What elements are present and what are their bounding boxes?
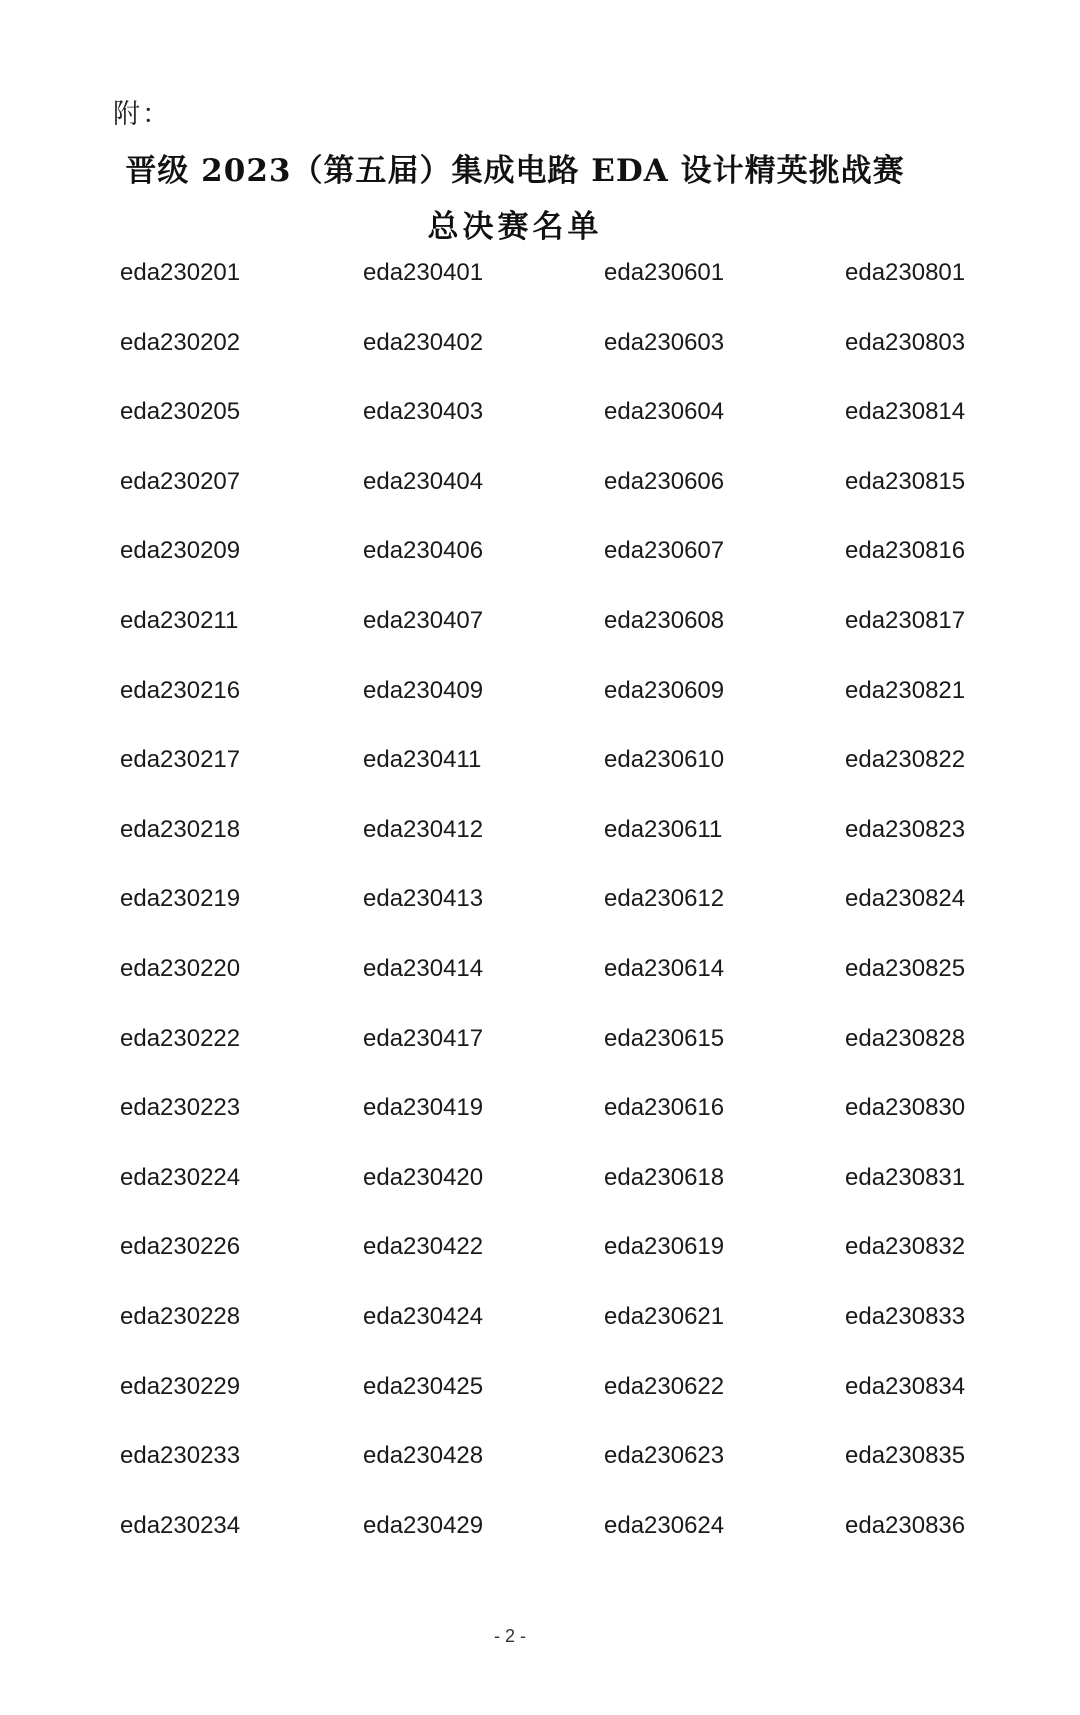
- finalist-id: eda230207: [120, 467, 241, 495]
- finalist-id: eda230222: [120, 1024, 241, 1052]
- finalist-id: eda230419: [363, 1094, 484, 1122]
- finalist-id: eda230209: [120, 537, 241, 565]
- finalist-id: eda230615: [604, 1024, 725, 1052]
- finalist-id-grid: [120, 258, 980, 1580]
- finalist-id: eda230831: [845, 1163, 966, 1191]
- finalist-id: eda230830: [845, 1094, 966, 1122]
- finalist-id: eda230233: [120, 1442, 241, 1470]
- document-title: 晋级 2023（第五届）集成电路 EDA 设计精英挑战赛: [125, 153, 905, 189]
- finalist-id: eda230621: [604, 1302, 725, 1330]
- finalist-id: eda230404: [363, 467, 484, 495]
- finalist-id: eda230401: [363, 259, 484, 286]
- finalist-id: eda230614: [604, 954, 725, 982]
- finalist-id: eda230406: [363, 537, 484, 565]
- finalist-id: eda230832: [845, 1233, 966, 1261]
- finalist-id: eda230226: [120, 1233, 241, 1261]
- finalist-id: eda230611: [604, 815, 723, 843]
- finalist-id: eda230220: [120, 954, 241, 982]
- finalist-id: eda230422: [363, 1233, 484, 1261]
- finalist-id: eda230412: [363, 815, 484, 843]
- finalist-id: eda230211: [120, 606, 239, 634]
- finalist-id: eda230609: [604, 676, 725, 704]
- finalist-id: eda230409: [363, 676, 484, 704]
- attachment-label: 附：: [113, 99, 171, 130]
- finalist-id: eda230623: [604, 1442, 725, 1470]
- finalist-id: eda230429: [363, 1511, 484, 1539]
- finalist-id: eda230411: [363, 746, 482, 774]
- finalist-id: eda230824: [845, 885, 966, 913]
- finalist-id: eda230414: [363, 954, 484, 982]
- document-subtitle: 总决赛名单: [427, 209, 603, 245]
- finalist-id: eda230816: [845, 537, 966, 565]
- finalist-id: eda230217: [120, 746, 241, 774]
- finalist-id: eda230223: [120, 1094, 241, 1122]
- finalist-id: eda230624: [604, 1511, 725, 1539]
- finalist-id: eda230407: [363, 606, 484, 634]
- finalist-id: eda230424: [363, 1302, 484, 1330]
- finalist-id: eda230604: [604, 398, 725, 426]
- finalist-id: eda230428: [363, 1442, 484, 1470]
- finalist-id: eda230822: [845, 746, 966, 774]
- finalist-id: eda230814: [845, 398, 966, 426]
- finalist-id: eda230403: [363, 398, 484, 426]
- finalist-id: eda230801: [845, 259, 966, 286]
- finalist-id: eda230612: [604, 885, 725, 913]
- finalist-id: eda230402: [363, 328, 484, 356]
- finalist-id: eda230835: [845, 1442, 966, 1470]
- finalist-id: eda230823: [845, 815, 966, 843]
- finalist-id: eda230219: [120, 885, 241, 913]
- finalist-id: eda230425: [363, 1372, 484, 1400]
- page-number: - 2 -: [493, 1626, 526, 1646]
- finalist-id: eda230417: [363, 1024, 484, 1052]
- finalist-id: eda230606: [604, 467, 725, 495]
- finalist-id: eda230201: [120, 259, 241, 286]
- finalist-id: eda230622: [604, 1372, 725, 1400]
- finalist-id: eda230603: [604, 328, 725, 356]
- finalist-id: eda230828: [845, 1024, 966, 1052]
- finalist-id: eda230608: [604, 606, 725, 634]
- finalist-id: eda230420: [363, 1163, 484, 1191]
- finalist-id: eda230413: [363, 885, 484, 913]
- finalist-id: eda230610: [604, 746, 725, 774]
- finalist-id: eda230202: [120, 328, 241, 356]
- finalist-id: eda230834: [845, 1372, 966, 1400]
- finalist-id: eda230228: [120, 1302, 241, 1330]
- finalist-id: eda230218: [120, 815, 241, 843]
- finalist-id: eda230817: [845, 606, 966, 634]
- finalist-id: eda230836: [845, 1511, 966, 1539]
- finalist-id: eda230234: [120, 1511, 241, 1539]
- finalist-id: eda230205: [120, 398, 241, 426]
- finalist-id: eda230803: [845, 328, 966, 356]
- finalist-id: eda230618: [604, 1163, 725, 1191]
- finalist-id: eda230821: [845, 676, 966, 704]
- finalist-id: eda230825: [845, 954, 966, 982]
- finalist-id: eda230224: [120, 1163, 241, 1191]
- finalist-id: eda230616: [604, 1094, 725, 1122]
- finalist-id: eda230619: [604, 1233, 725, 1261]
- finalist-id: eda230229: [120, 1372, 241, 1400]
- finalist-id: eda230216: [120, 676, 241, 704]
- finalist-id: eda230607: [604, 537, 725, 565]
- finalist-id: eda230833: [845, 1302, 966, 1330]
- finalist-id: eda230601: [604, 259, 725, 286]
- finalist-id: eda230815: [845, 467, 966, 495]
